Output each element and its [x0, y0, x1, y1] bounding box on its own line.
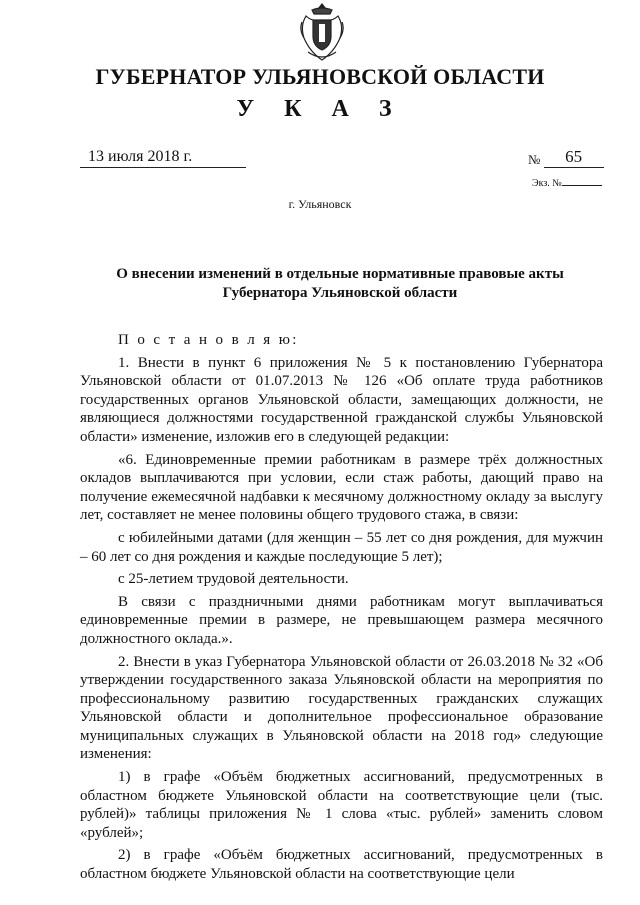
document-body	[80, 331, 603, 888]
subject-line-2: Губернатора Ульяновской области	[222, 285, 458, 301]
copy-blank-line	[562, 185, 602, 186]
body-paragraph: 2) в графе «Объём бюджетных ассигнований, предусмотренных в областном бюджете Ульяновской области на соответствующие цели	[80, 847, 603, 883]
body-paragraph: 1. Внести в пункт 6 приложения № 5 к постановлению Губернатора Ульяновской области от 01.07.2013 № 126 «Об оплате труда работников государственных органов Ульяновской области, замещающих должности, не являющиеся должностями государственной гражданской службы Ульяновской области» изменение, изложив его в следующей редакции:	[80, 354, 603, 445]
document-date: 13 июля 2018 г.	[80, 148, 246, 168]
number-label: №	[528, 152, 541, 167]
body-paragraph: «6. Единовременные премии работникам в размере трёх должностных окладов выплачиваются при условии, если стаж работы, дающий право на получение ежемесячной надбавки к месячному должностному окладу за выслугу лет, составляет не менее половины общего трудового стажа, в связи:	[80, 451, 603, 524]
decree-phrase: П о с т а н о в л я ю:	[118, 332, 299, 348]
city: г. Ульяновск	[288, 197, 352, 211]
body-paragraph: с юбилейными датами (для женщин – 55 лет со дня рождения, для мужчин – 60 лет со дня рождения и каждые последующие 5 лет);	[80, 529, 603, 565]
subject-line-1: О внесении изменений в отдельные нормативные правовые акты	[116, 266, 564, 282]
issuing-authority: ГУБЕРНАТОР УЛЬЯНОВСКОЙ ОБЛАСТИ	[95, 64, 545, 89]
document-subject	[80, 265, 600, 303]
body-paragraph: 2. Внести в указ Губернатора Ульяновской области от 26.03.2018 № 32 «Об утверждении государственного заказа Ульяновской области на мероприятия по профессиональному развитию государственных гражданских служащих Ульяновской области и дополнительное профессиональное образование муниципальных служащих в Ульяновской области на 2018 год» следующие изменения:	[80, 653, 603, 763]
body-paragraph: 1) в графе «Объём бюджетных ассигнований, предусмотренных в областном бюджете Ульяновской области на соответствующие цели (тыс. рублей)» таблицы приложения № 1 слова «тыс. рублей» заменить словом «рублей»;	[80, 769, 603, 841]
number-value: 65	[544, 147, 604, 168]
copy-label: Экз. №	[532, 178, 562, 189]
document-number	[528, 147, 604, 168]
document-type: У К А З	[236, 96, 404, 122]
body-paragraph: с 25-летием трудовой деятельности.	[118, 571, 349, 588]
copy-number	[532, 178, 602, 189]
body-paragraph: В связи с праздничными днями работникам могут выплачиваться единовременные премии в размере, не превышающем размера месячного должностного оклада.».	[80, 593, 603, 647]
coat-of-arms-emblem	[298, 2, 346, 64]
